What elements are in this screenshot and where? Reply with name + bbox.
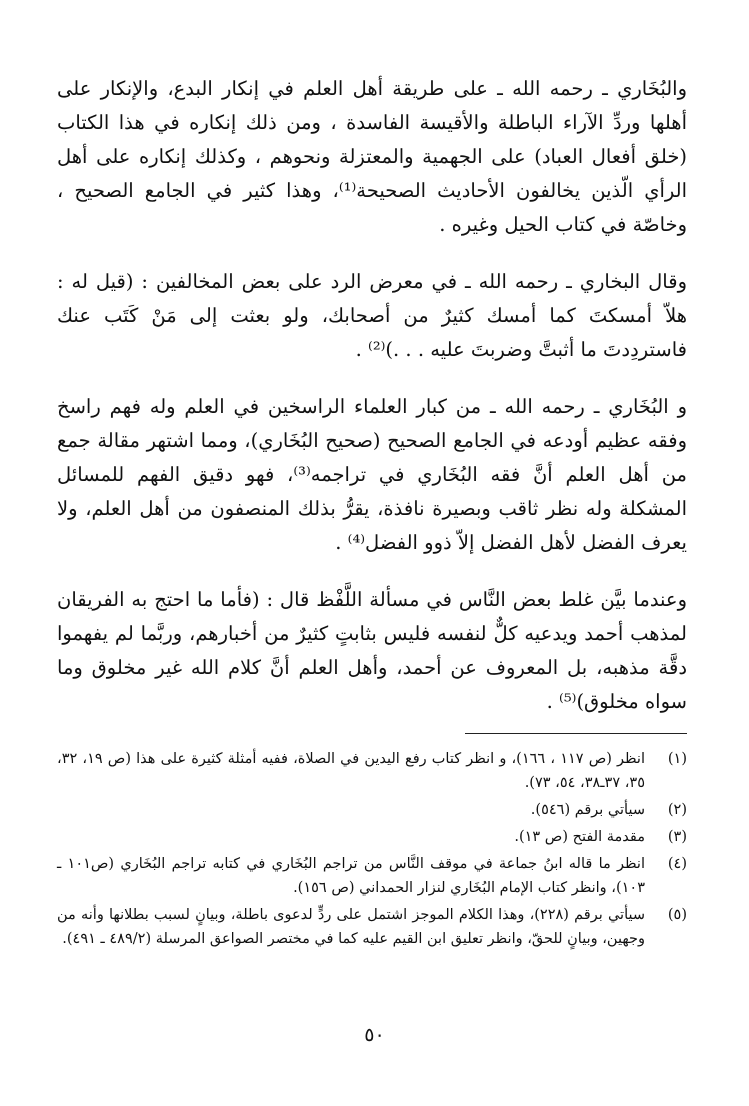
footnote-number: (٥) — [667, 907, 687, 923]
main-text — [57, 72, 687, 742]
footnote-text: انظر (ص ١١٧ ، ١٦٦)، و انظر كتاب رفع اليدين في الصلاة، ففيه أمثلة كثيرة على هذا (ص ١٩، ٣٢، ٣٥، ٣٧ـ٣٨، ٥٤، ٧٣). — [57, 751, 645, 791]
footnote-number: (٤) — [667, 856, 687, 872]
footnote — [57, 903, 687, 951]
page-number: ٥٠ — [364, 1024, 385, 1046]
footnote-text: انظر ما قاله ابنُ جماعة في موقف النَّاس من تراجم البُخَاري في كتابه تراجم البُخَاري (ص١٠١ ـ ١٠٣)، وانظر كتاب الإمام البُخَاري لنزار الحمداني (ص ١٥٦). — [57, 856, 645, 896]
footnote-number: (١) — [667, 751, 687, 767]
footnote-number: (٢) — [667, 802, 687, 818]
footnote-text: مقدمة الفتح (ص ١٣). — [514, 829, 645, 845]
footnote — [57, 852, 687, 900]
footnote-number: (٣) — [667, 829, 687, 845]
paragraph: وعندما بيَّن غلط بعض النَّاس في مسألة اللَّفْظ قال : (فأما ما احتج به الفريقان لمذهب أحمد ويدعيه كلٌّ لنفسه فليس بثابتٍ كثيرٌ من أخبارهم، وربَّما لم يفهموا دقَّة مذهبه، بل المعروف عن أحمد، وأهل العلم أنَّ كلام الله غير مخلوق وما سواه مخلوق)⁽⁵⁾ . — [57, 588, 687, 713]
footnotes — [57, 747, 687, 954]
footnote — [57, 747, 687, 795]
paragraph: وقال البخاري ـ رحمه الله ـ في معرض الرد على بعض المخالفين : (قيل له : هلاّ أمسكتَ كما أمسك كثيرٌ من أصحابك، ولو بعثت إلى مَنْ كَتَب عنك فاستردِدتَ ما أثبتَّ وضربتَ عليه . . .)⁽²⁾ . — [57, 270, 687, 361]
footnote — [57, 825, 687, 849]
footnote-divider — [465, 733, 687, 734]
footnote-text: سيأتي برقم (٥٤٦). — [530, 802, 645, 818]
footnote — [57, 798, 687, 822]
paragraph: والبُخَاري ـ رحمه الله ـ على طريقة أهل العلم في إنكار البدع، والإنكار على أهلها وردِّ الآراء الباطلة والأقيسة الفاسدة ، ومن ذلك إنكاره في هذا الكتاب (خلق أفعال العباد) على الجهمية والمعتزلة ونحوهم ، وكذلك إنكاره على أهل الرأي الّذين يخالفون الأحاديث الصحيحة⁽¹⁾، وهذا كثير في الجامع الصحيح ، وخاصّة في كتاب الحيل وغيره . — [57, 77, 687, 236]
footnote-text: سيأتي برقم (٢٢٨)، وهذا الكلام الموجز اشتمل على ردٍّ لدعوى باطلة، وبيانٍ لسبب بطلانها وأنه من وجهين، وبيانٍ للحقّ، وانظر تعليق ابن القيم عليه كما في مختصر الصواعق المرسلة (٤٨٩/٢ ـ ٤٩١). — [57, 907, 646, 947]
paragraph: و البُخَاري ـ رحمه الله ـ من كبار العلماء الراسخين في العلم وله فهم راسخ وفقه عظيم أودعه في الجامع الصحيح (صحيح البُخَاري)، ومما اشتهر مقالة جمع من أهل العلم أنَّ فقه البُخَاري في تراجمه⁽³⁾، فهو دقيق الفهم للمسائل المشكلة وله نظر ثاقب وبصيرة نافذة، يقرُّ بذلك المنصفون من أهل العلم، ولا يعرف الفضل لأهل الفضل إلاّ ذوو الفضل⁽⁴⁾ . — [57, 395, 687, 554]
